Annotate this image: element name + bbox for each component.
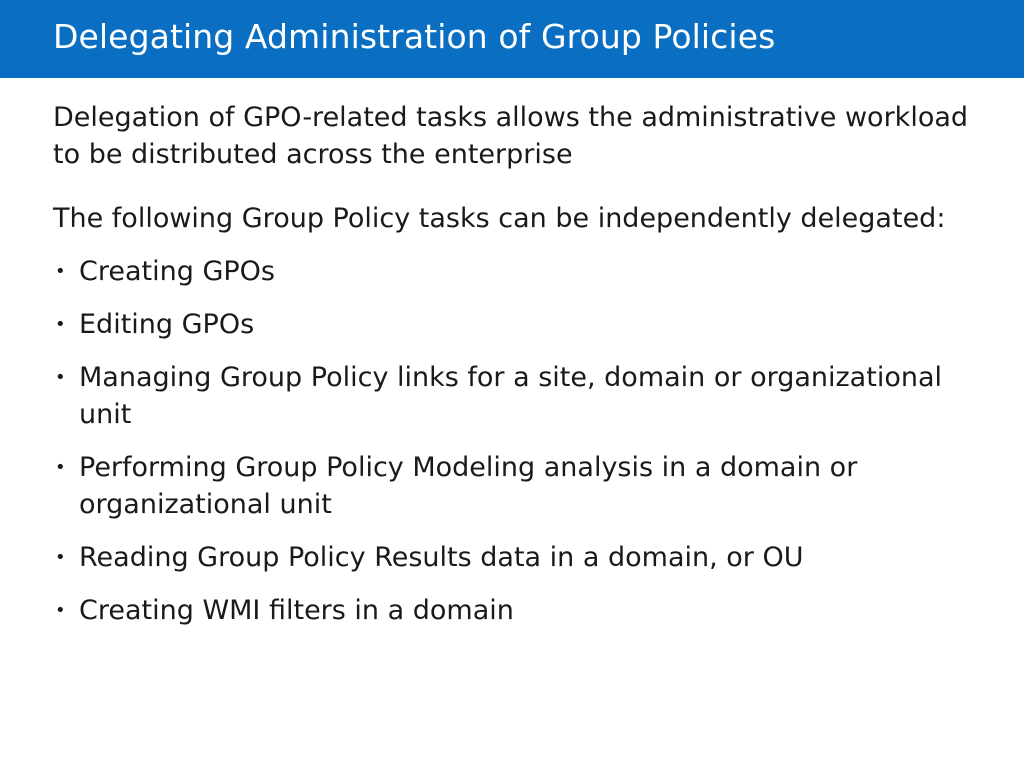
bullet-icon: • xyxy=(55,547,66,568)
list-item xyxy=(53,449,973,523)
list-item-text: Creating GPOs xyxy=(79,256,275,287)
bullet-icon: • xyxy=(55,457,66,478)
intro-paragraph: Delegation of GPO-related tasks allows the administrative workload to be distributed across the enterprise xyxy=(53,102,969,170)
list-item-text: Reading Group Policy Results data in a domain, or OU xyxy=(79,542,804,573)
list-item xyxy=(53,539,973,576)
list-item xyxy=(53,359,973,433)
bullet-icon: • xyxy=(55,600,66,621)
slide-title: Delegating Administration of Group Policies xyxy=(53,17,776,56)
title-bar xyxy=(0,0,1024,78)
list-item-text: Managing Group Policy links for a site, domain or organizational unit xyxy=(79,362,942,430)
list-item xyxy=(53,306,973,343)
tasks-intro-paragraph: The following Group Policy tasks can be independently delegated: xyxy=(53,203,946,234)
list-item xyxy=(53,592,973,629)
list-item-text: Performing Group Policy Modeling analysis in a domain or organizational unit xyxy=(79,452,858,520)
list-item xyxy=(53,253,973,290)
task-list xyxy=(53,253,973,629)
bullet-icon: • xyxy=(55,367,66,388)
bullet-icon: • xyxy=(55,261,66,282)
slide-body xyxy=(53,99,973,645)
list-item-text: Creating WMI filters in a domain xyxy=(79,595,514,626)
bullet-icon: • xyxy=(55,314,66,335)
list-item-text: Editing GPOs xyxy=(79,309,255,340)
